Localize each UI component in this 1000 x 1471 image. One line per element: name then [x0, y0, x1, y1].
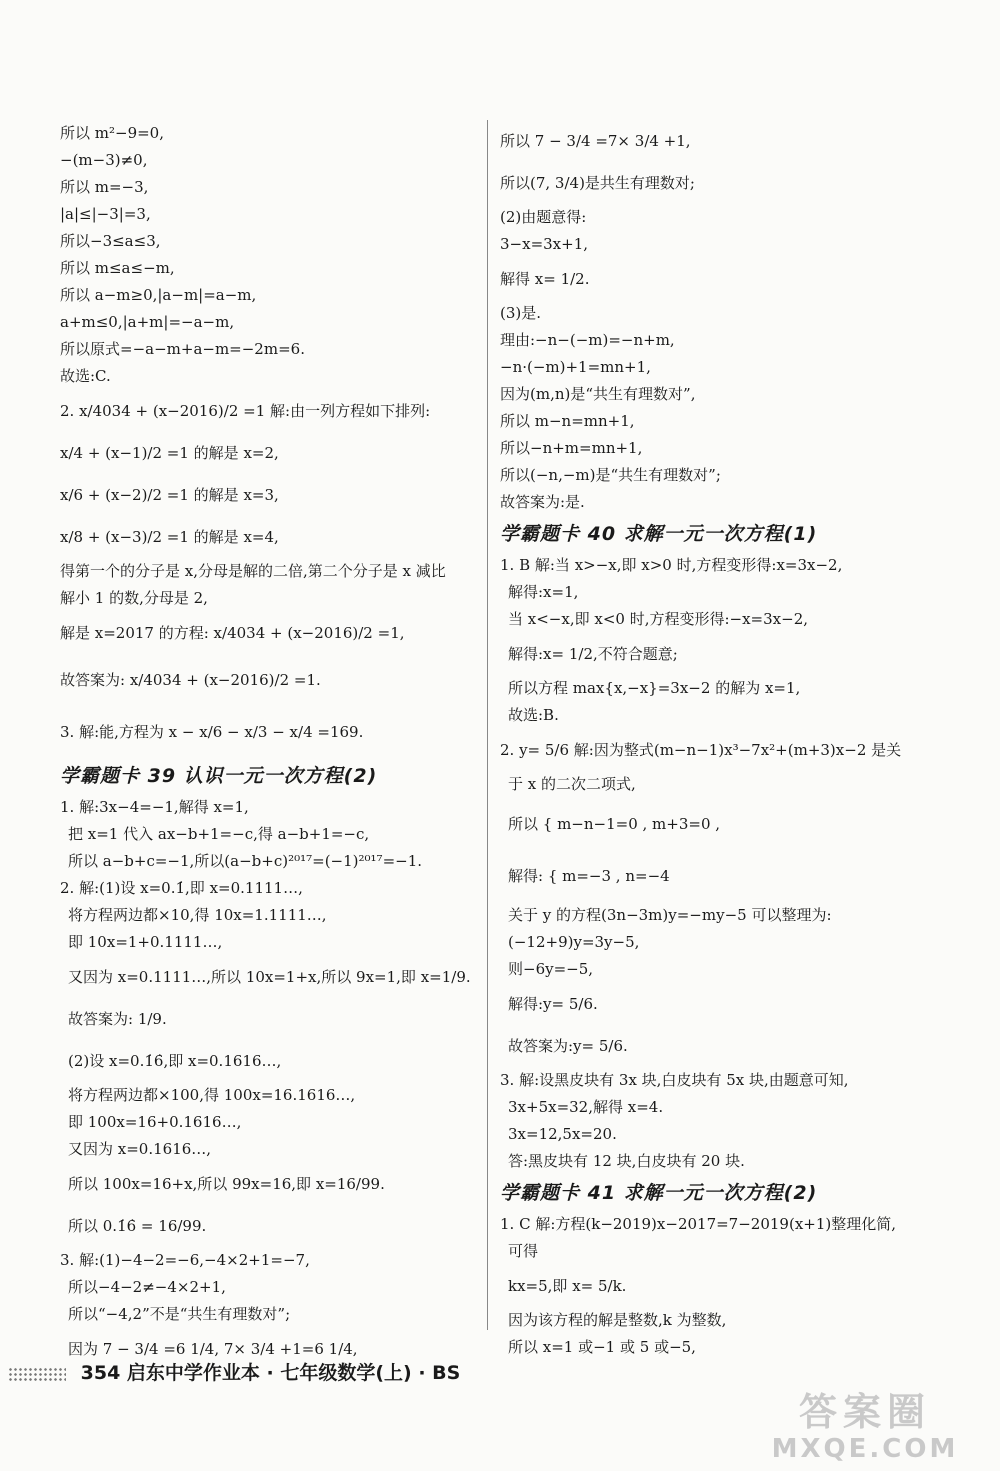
text-line: 解得 x= 1/2. [500, 270, 590, 288]
text-line: 所以 { m−n−1=0 , m+3=0 , [508, 815, 721, 833]
text-line: 解是 x=2017 的方程: x/4034 + (x−2016)/2 =1, [60, 624, 405, 642]
watermark-logo [770, 1390, 960, 1466]
footer-dot-pattern [8, 1367, 66, 1381]
text-line: 故选:B. [508, 706, 559, 724]
text-line: 3x=12,5x=20. [508, 1125, 617, 1143]
text-line: 将方程两边都×100,得 100x=16.1616…, [68, 1086, 356, 1104]
text-line: 所以 m−n=mn+1, [500, 412, 635, 430]
text-line: 2. x/4034 + (x−2016)/2 =1 解:由一列方程如下排列: [60, 402, 431, 420]
text-line: 3. 解:能,方程为 x − x/6 − x/3 − x/4 =169. [60, 723, 364, 741]
text-line: 所以“−4,2”不是“共生有理数对”; [68, 1305, 291, 1323]
text-line: 故答案为:是. [500, 493, 585, 511]
text-line: 于 x 的二次二项式, [508, 775, 636, 793]
text-line: 解得:x=1, [508, 583, 579, 601]
text-line: 3. 解:(1)−4−2=−6,−4×2+1=−7, [60, 1251, 310, 1269]
text-line: 3. 解:设黑皮块有 3x 块,白皮块有 5x 块,由题意可知, [500, 1071, 849, 1089]
text-line: a+m≤0,|a+m|=−a−m, [60, 313, 235, 331]
text-line: 2. 解:(1)设 x=0.1̇,即 x=0.1111…, [60, 879, 303, 897]
text-line: 又因为 x=0.1111…,所以 10x=1+x,所以 9x=1,即 x=1/9. [68, 968, 471, 986]
text-line: 所以(7, 3/4)是共生有理数对; [500, 174, 695, 192]
text-line: 所以 100x=16+x,所以 99x=16,即 x=16/99. [68, 1175, 385, 1193]
footer-text: 354 启东中学作业本 · 七年级数学(上) · BS [80, 1362, 461, 1384]
text-line: 所以 a−b+c=−1,所以(a−b+c)²⁰¹⁷=(−1)²⁰¹⁷=−1. [68, 852, 423, 870]
text-line: 当 x<−x,即 x<0 时,方程变形得:−x=3x−2, [508, 610, 809, 628]
page-footer [8, 1357, 460, 1389]
text-line: 即 10x=1+0.1111…, [68, 933, 223, 951]
text-line: 故答案为: 1/9. [68, 1010, 167, 1028]
text-line: 所以 m²−9=0, [60, 124, 164, 142]
text-line: 所以 a−m≥0,|a−m|=a−m, [60, 286, 257, 304]
text-line: 所以−4−2≠−4×2+1, [68, 1278, 226, 1296]
text-line: 理由:−n−(−m)=−n+m, [500, 331, 675, 349]
text-line: 可得 [508, 1242, 539, 1260]
watermark-text: 答案圈 [798, 1390, 931, 1434]
right-column [500, 120, 940, 1361]
text-line: 则−6y=−5, [508, 960, 594, 978]
text-line: 故答案为:y= 5/6. [508, 1037, 628, 1055]
section-heading: 学霸题卡 39 认识一元一次方程(2) [60, 765, 378, 787]
text-line: 把 x=1 代入 ax−b+1=−c,得 a−b+1=−c, [68, 825, 370, 843]
text-line: x/8 + (x−3)/2 =1 的解是 x=4, [60, 528, 279, 546]
text-line: 所以 m=−3, [60, 178, 149, 196]
text-line: 3−x=3x+1, [500, 235, 589, 253]
text-line: (2)由题意得: [500, 208, 587, 226]
text-line: 所以 7 − 3/4 =7× 3/4 +1, [500, 132, 691, 150]
column-divider [487, 120, 488, 1330]
text-line: 所以原式=−a−m+a−m=−2m=6. [60, 340, 305, 358]
text-line: 解得:y= 5/6. [508, 995, 598, 1013]
text-line: 关于 y 的方程(3n−3m)y=−my−5 可以整理为: [508, 906, 832, 924]
text-line: 1. B 解:当 x>−x,即 x>0 时,方程变形得:x=3x−2, [500, 556, 843, 574]
text-line: 解得:x= 1/2,不符合题意; [508, 645, 678, 663]
section-heading: 学霸题卡 40 求解一元一次方程(1) [500, 523, 818, 545]
text-line: 所以(−n,−m)是“共生有理数对”; [500, 466, 721, 484]
text-line: 因为(m,n)是“共生有理数对”, [500, 385, 696, 403]
text-line: 即 100x=16+0.1616…, [68, 1113, 242, 1131]
text-line: (3)是. [500, 304, 542, 322]
text-line: 故选:C. [60, 367, 111, 385]
text-line: 解得: { m=−3 , n=−4 [508, 867, 670, 885]
text-line: 所以方程 max{x,−x}=3x−2 的解为 x=1, [508, 679, 801, 697]
text-line: |a|≤|−3|=3, [60, 205, 151, 223]
text-line: 答:黑皮块有 12 块,白皮块有 20 块. [508, 1152, 745, 1170]
text-line: 得第一个的分子是 x,分母是解的二倍,第二个分子是 x 减比 [60, 562, 446, 580]
text-line: 故答案为: x/4034 + (x−2016)/2 =1. [60, 671, 321, 689]
text-line: (2)设 x=0.1̇6̇,即 x=0.1616…, [68, 1052, 282, 1070]
text-line: kx=5,即 x= 5/k. [508, 1277, 627, 1295]
text-line: x/4 + (x−1)/2 =1 的解是 x=2, [60, 444, 279, 462]
text-line: 因为该方程的解是整数,k 为整数, [508, 1311, 727, 1329]
text-line: 所以 0.1̇6̇ = 16/99. [68, 1217, 207, 1235]
text-line: 所以 m≤a≤−m, [60, 259, 175, 277]
text-line: 解小 1 的数,分母是 2, [60, 589, 208, 607]
text-line: 又因为 x=0.1616…, [68, 1140, 212, 1158]
text-line: 因为 7 − 3/4 =6 1/4, 7× 3/4 +1=6 1/4, [68, 1340, 358, 1358]
text-line: −(m−3)≠0, [60, 151, 148, 169]
text-line: 3x+5x=32,解得 x=4. [508, 1098, 664, 1116]
text-line: 所以−n+m=mn+1, [500, 439, 643, 457]
text-line: (−12+9)y=3y−5, [508, 933, 640, 951]
text-line: 1. C 解:方程(k−2019)x−2017=7−2019(x+1)整理化简, [500, 1215, 897, 1233]
text-line: −n·(−m)+1=mn+1, [500, 358, 651, 376]
text-line: 将方程两边都×10,得 10x=1.1111…, [68, 906, 327, 924]
text-line: 所以 x=1 或−1 或 5 或−5, [508, 1338, 696, 1356]
watermark-url: MXQE.COM [771, 1434, 959, 1464]
text-line: 2. y= 5/6 解:因为整式(m−n−1)x³−7x²+(m+3)x−2 是关 [500, 741, 902, 759]
section-heading: 学霸题卡 41 求解一元一次方程(2) [500, 1182, 818, 1204]
text-line: 1. 解:3x−4=−1,解得 x=1, [60, 798, 249, 816]
text-line: 所以−3≤a≤3, [60, 232, 161, 250]
text-line: x/6 + (x−2)/2 =1 的解是 x=3, [60, 486, 279, 504]
left-column [60, 120, 480, 1370]
